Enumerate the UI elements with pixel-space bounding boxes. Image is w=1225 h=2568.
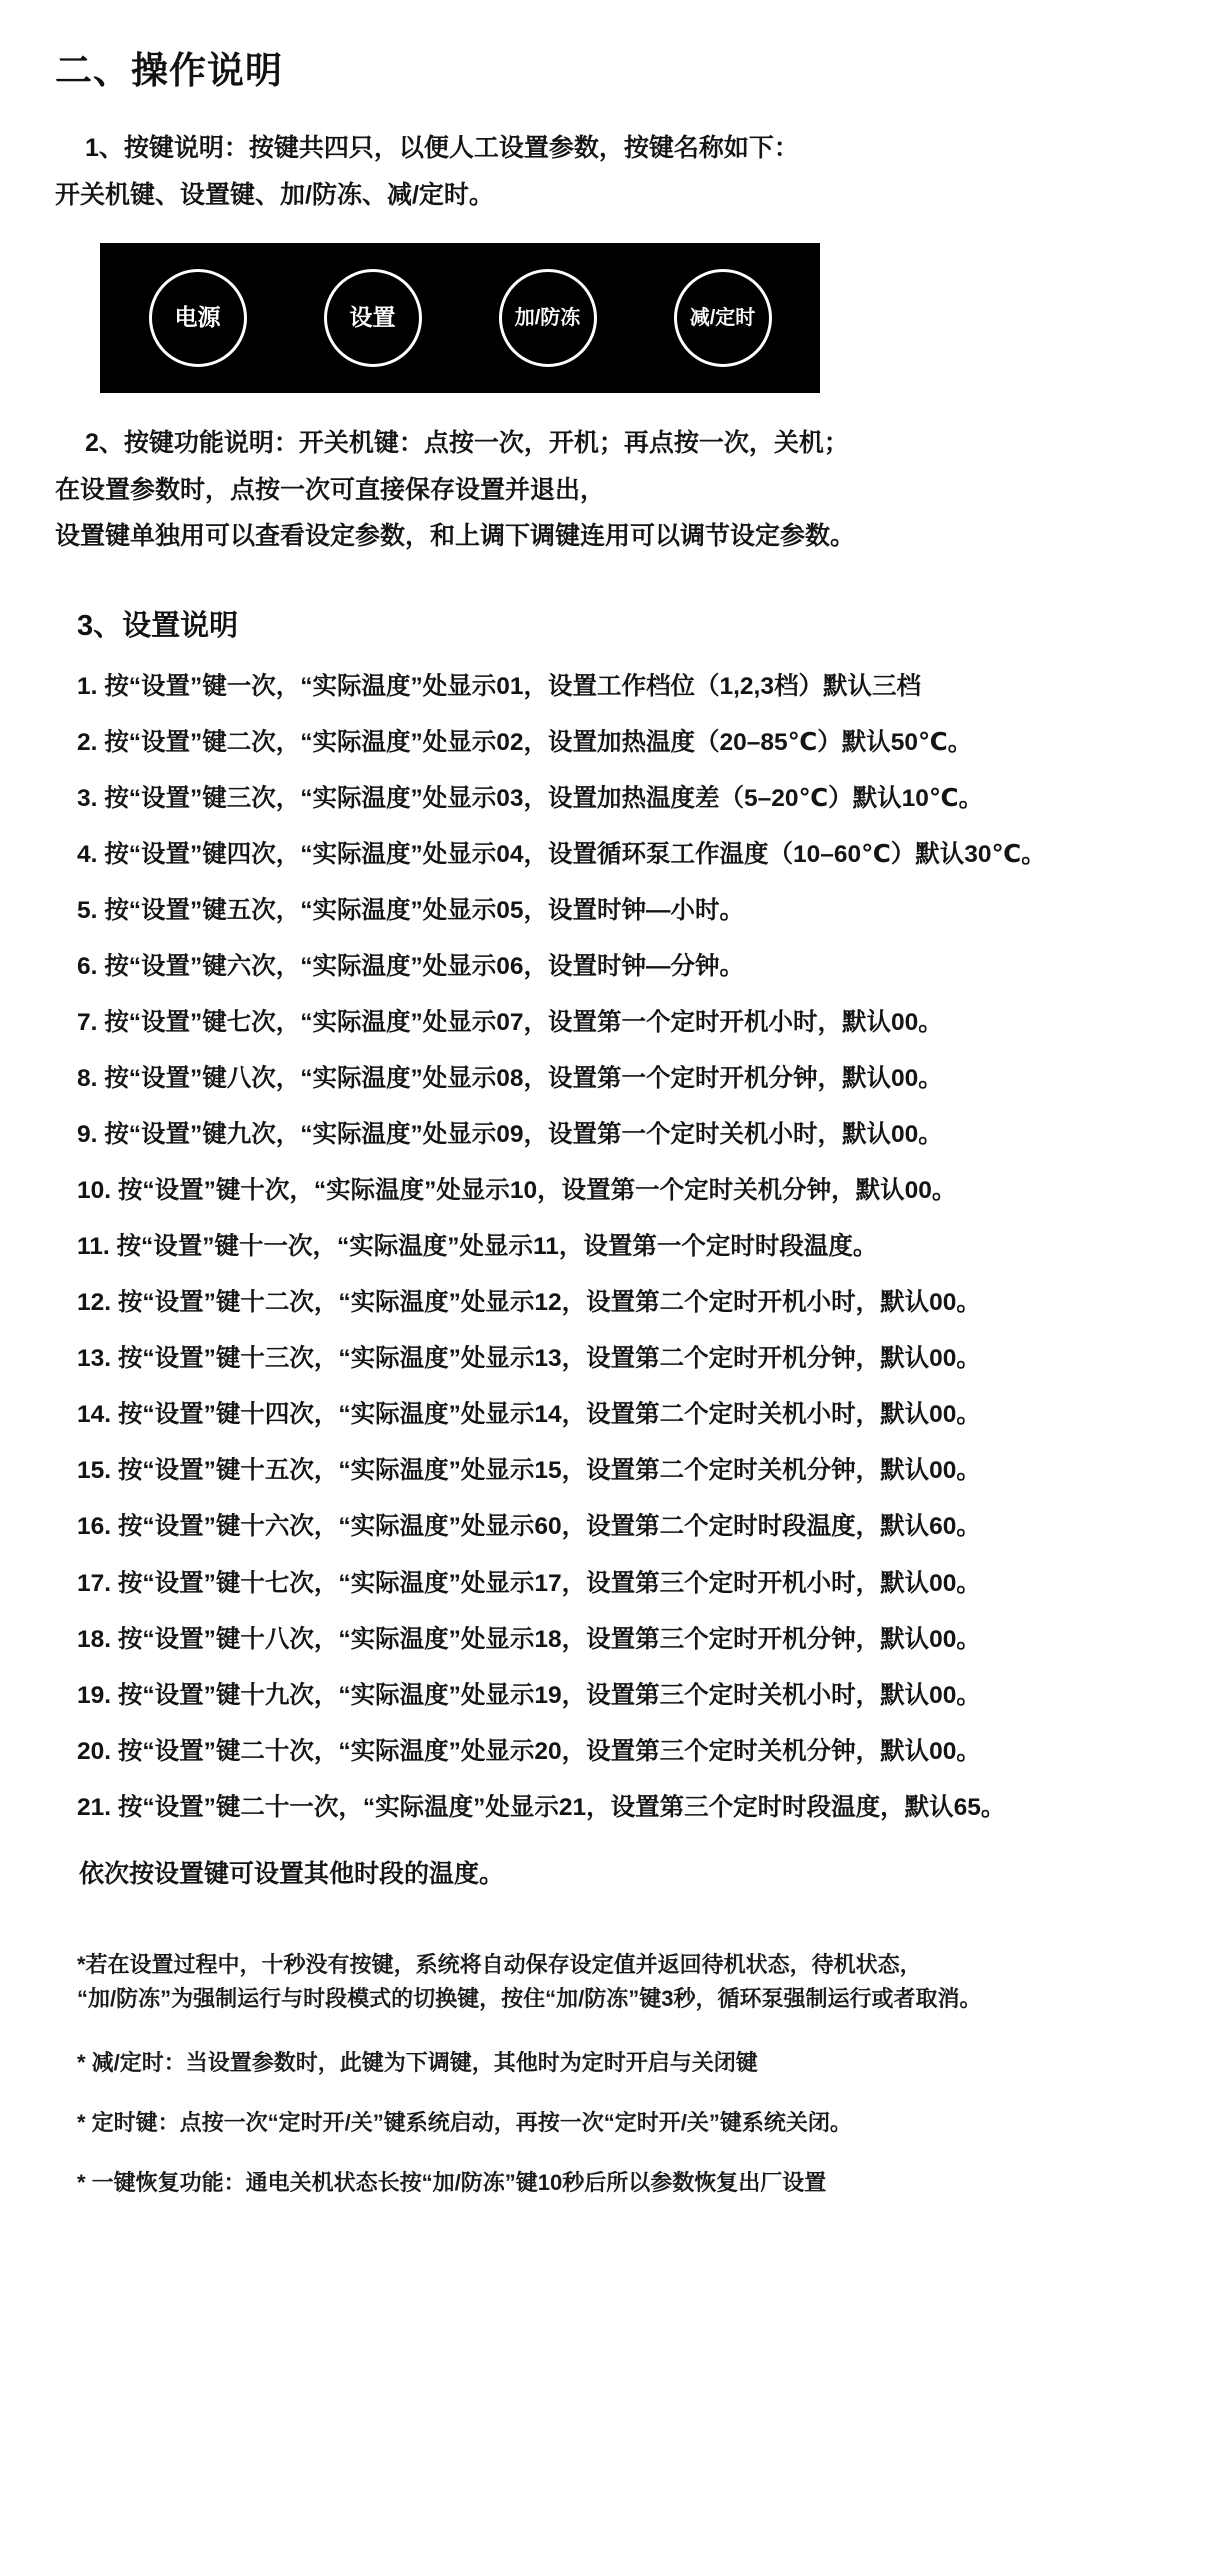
list-item: 4. 按“设置”键四次，“实际温度”处显示04，设置循环泵工作温度（10–60℃）默认30℃。	[77, 840, 1046, 868]
item1-line2: 开关机键、设置键、加/防冻、减/定时。	[55, 180, 494, 209]
key-setting	[324, 269, 422, 367]
key-minus-timer	[674, 269, 772, 367]
footnote-timer-key: * 定时键：点按一次“定时开/关”键系统启动，再按一次“定时开/关”键系统关闭。	[77, 2110, 852, 2136]
list-item: 9. 按“设置”键九次，“实际温度”处显示09，设置第一个定时关机小时，默认00。	[77, 1121, 943, 1148]
page-title: 二、操作说明	[55, 50, 283, 91]
list-item: 14. 按“设置”键十四次，“实际温度”处显示14，设置第二个定时关机小时，默认00。	[77, 1401, 981, 1429]
key-power-label: 电源	[174, 304, 221, 331]
item2-line2: 在设置参数时，点按一次可直接保存设置并退出，	[55, 475, 606, 504]
list-item: 8. 按“设置”键八次，“实际温度”处显示08，设置第一个定时开机分钟，默认00。	[77, 1064, 943, 1092]
steps-closing-note: 依次按设置键可设置其他时段的温度。	[79, 1859, 505, 1888]
list-item: 10. 按“设置”键十次，“实际温度”处显示10，设置第一个定时关机分钟，默认00。	[77, 1177, 957, 1205]
list-item: 11. 按“设置”键十一次，“实际温度”处显示11，设置第一个定时时段温度。	[77, 1233, 878, 1261]
footnote-auto-save	[77, 1948, 1170, 2016]
keypad-diagram	[100, 243, 820, 393]
footnote-minus-timer: * 减/定时：当设置参数时，此键为下调键，其他时为定时开启与关闭键	[77, 2050, 758, 2075]
list-item: 6. 按“设置”键六次，“实际温度”处显示06，设置时钟—分钟。	[77, 952, 744, 980]
settings-step-list	[77, 670, 1170, 1824]
list-item: 20. 按“设置”键二十次，“实际温度”处显示20，设置第三个定时关机分钟，默认00。	[77, 1737, 981, 1765]
item2-line3: 设置键单独用可以查看设定参数，和上调下调键连用可以调节设定参数。	[55, 522, 856, 550]
list-item: 3. 按“设置”键三次，“实际温度”处显示03，设置加热温度差（5–20℃）默认10℃。	[77, 784, 984, 812]
list-item: 2. 按“设置”键二次，“实际温度”处显示02，设置加热温度（20–85℃）默认50℃。	[77, 728, 973, 756]
key-setting-label: 设置	[349, 304, 396, 331]
footnotes	[77, 1948, 1170, 2200]
item1-line1: 1、按键说明：按键共四只，以便人工设置参数，按键名称如下：	[85, 134, 799, 162]
item1-block	[55, 128, 1170, 215]
list-item: 13. 按“设置”键十三次，“实际温度”处显示13，设置第二个定时开机分钟，默认00。	[77, 1345, 981, 1373]
key-minus-timer-label: 减/定时	[689, 307, 756, 329]
list-item: 21. 按“设置”键二十一次，“实际温度”处显示21，设置第三个定时时段温度，默认65。	[77, 1793, 1006, 1821]
list-item: 5. 按“设置”键五次，“实际温度”处显示05，设置时钟—小时。	[77, 896, 744, 924]
list-item: 12. 按“设置”键十二次，“实际温度”处显示12，设置第二个定时开机小时，默认00。	[77, 1289, 981, 1317]
list-item: 7. 按“设置”键七次，“实际温度”处显示07，设置第一个定时开机小时，默认00。	[77, 1008, 943, 1036]
key-plus-antifreeze	[499, 269, 597, 367]
footnote-auto-save-line2: “加/防冻”为强制运行与时段模式的切换键，按住“加/防冻”键3秒，循环泵强制运行或者取消。	[77, 1985, 982, 2011]
item2-line1: 2、按键功能说明：开关机键：点按一次，开机；再点按一次，关机；	[85, 429, 849, 457]
list-item: 16. 按“设置”键十六次，“实际温度”处显示60，设置第二个定时时段温度，默认60。	[77, 1513, 981, 1541]
list-item: 15. 按“设置”键十五次，“实际温度”处显示15，设置第二个定时关机分钟，默认00。	[77, 1457, 981, 1485]
list-item: 18. 按“设置”键十八次，“实际温度”处显示18，设置第三个定时开机分钟，默认00。	[77, 1625, 981, 1653]
list-item: 1. 按“设置”键一次，“实际温度”处显示01，设置工作档位（1,2,3档）默认三档	[77, 672, 921, 700]
footnote-auto-save-line1: *若在设置过程中，十秒没有按键，系统将自动保存设定值并返回待机状态，待机状态，	[77, 1951, 922, 1977]
footnote-factory-reset: * 一键恢复功能：通电关机状态长按“加/防冻”键10秒后所以参数恢复出厂设置	[77, 2170, 827, 2196]
list-item: 17. 按“设置”键十七次，“实际温度”处显示17，设置第三个定时开机小时，默认00。	[77, 1569, 981, 1597]
key-plus-antifreeze-label: 加/防冻	[514, 307, 581, 329]
key-power	[149, 269, 247, 367]
list-item: 19. 按“设置”键十九次，“实际温度”处显示19，设置第三个定时关机小时，默认00。	[77, 1681, 981, 1709]
item3-title: 3、设置说明	[77, 609, 239, 642]
item2-block	[55, 423, 1170, 557]
